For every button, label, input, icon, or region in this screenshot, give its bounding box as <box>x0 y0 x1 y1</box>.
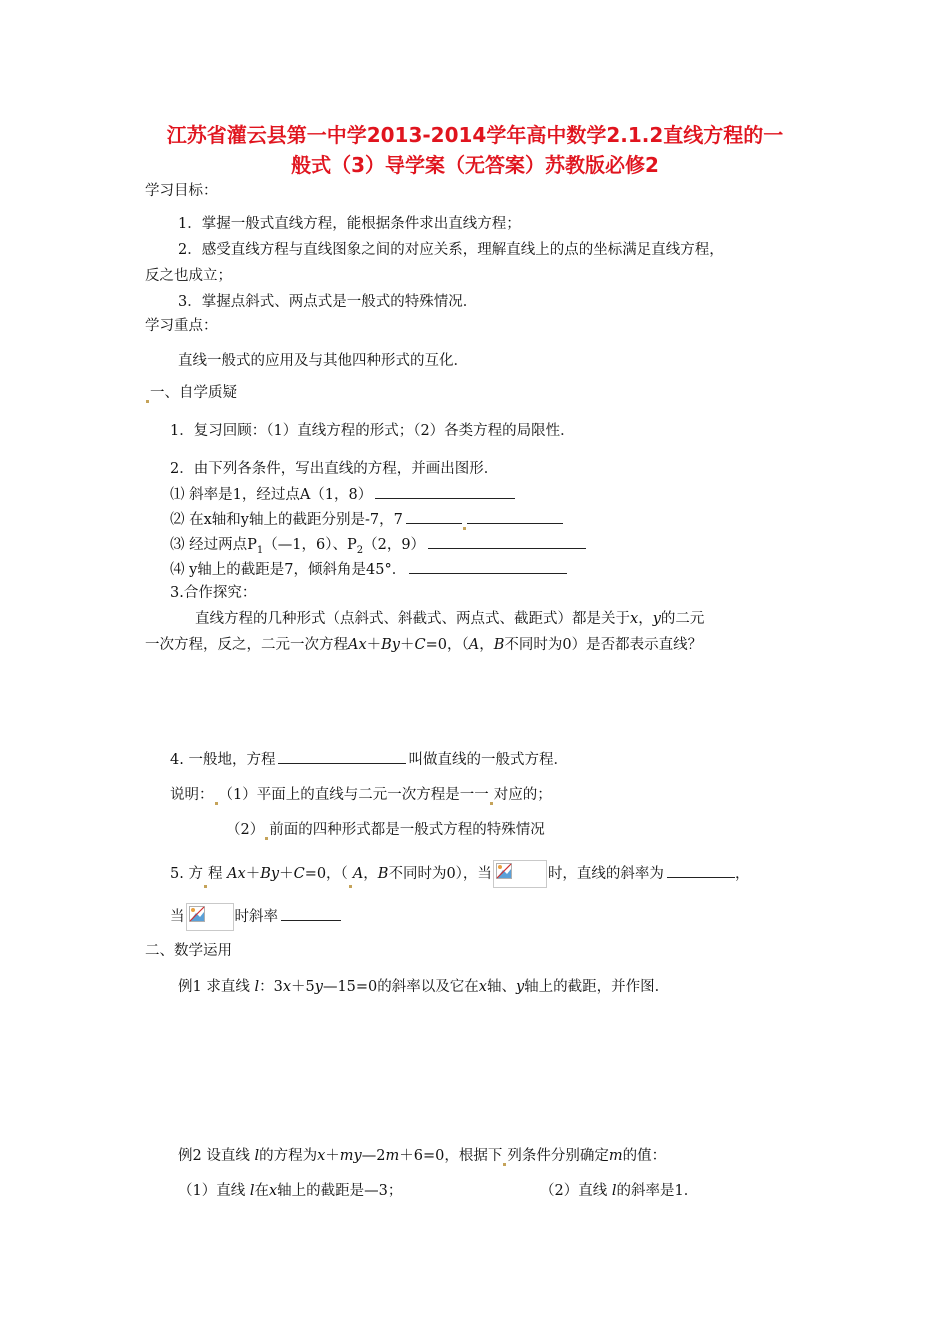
condition-1: ⑴ 斜率是1，经过点A（1，8） <box>170 483 515 505</box>
condition-3: ⑶ 经过两点$P_1(—1$，6）、$P_2(2$，9） <box>170 533 586 561</box>
broken-image-icon <box>493 860 547 888</box>
answer-blank[interactable] <box>409 558 567 574</box>
mark-dot-icon <box>463 527 466 530</box>
mark-dot-icon <box>204 885 207 888</box>
objective-2a: 2．感受直线方程与直线图象之间的对应关系，理解直线上的点的坐标满足直线方程， <box>178 242 724 258</box>
objective-1: 1．掌握一般式直线方程，能根据条件求出直线方程； <box>178 216 521 232</box>
mark-dot-icon <box>503 1163 506 1166</box>
question-4: 4. 一般地，方程 叫做直线的一般式方程． <box>170 748 568 770</box>
example-2-part-2: （2）直线 l的斜率是1． <box>540 1183 699 1199</box>
question-5: 5. 方 程 Ax＋By＋C=0，（ A，B不同时为0），当 时，直线的斜率为 ， <box>170 860 749 888</box>
question-3: 3.合作探究： <box>170 585 257 601</box>
example-2-part-1: （1）直线 l在x轴上的截距是—3； <box>178 1183 403 1199</box>
question-3-line1: 直线方程的几种形式（点斜式、斜截式、两点式、截距式）都是关于x，y的二元 <box>195 611 705 627</box>
key-points-text: 直线一般式的应用及与其他四种形式的互化． <box>178 353 468 369</box>
answer-blank[interactable] <box>406 508 462 524</box>
answer-blank[interactable] <box>281 905 341 921</box>
objective-2b: 反之也成立； <box>145 268 232 284</box>
mark-dot-icon <box>215 802 218 805</box>
answer-blank[interactable] <box>375 483 515 499</box>
answer-blank[interactable] <box>667 862 735 878</box>
page-title-line2: 般式（3）导学案（无答案）苏教版必修2 <box>291 153 659 177</box>
question-3-line2: 一次方程，反之，二元一次方程Ax＋By＋C=0，（A，B不同时为0）是否都表示直线？ <box>145 637 703 653</box>
mark-dot-icon <box>265 837 268 840</box>
question-2: 2．由下列各条件，写出直线的方程，并画出图形． <box>170 461 499 477</box>
question-1: 1．复习回顾：（1）直线方程的形式；（2）各类方程的局限性． <box>170 423 575 439</box>
page-title-line1: 江苏省灌云县第一中学2013-2014学年高中数学2.1.2直线方程的一 <box>166 123 784 147</box>
mark-dot-icon <box>146 400 149 403</box>
broken-image-icon <box>186 903 234 931</box>
condition-2: ⑵ 在x轴和y轴上的截距分别是-7，7 <box>170 508 563 530</box>
answer-blank[interactable] <box>467 508 563 524</box>
example-2: 例2 设直线 l的方程为x＋my—2m＋6=0，根据下 列条件分别确定m的值： <box>178 1148 667 1164</box>
mark-dot-icon <box>490 802 493 805</box>
question-5-line2: 当 时斜率 <box>170 903 341 931</box>
objective-3: 3．掌握点斜式、两点式是一般式的特殊情况． <box>178 294 478 310</box>
example-1: 例1 求直线 l：3x＋5y—15=0的斜率以及它在x轴、y轴上的截距，并作图． <box>178 979 670 995</box>
objectives-heading: 学习目标： <box>145 183 218 199</box>
section1-heading: 一、自学质疑 <box>145 383 237 403</box>
key-points-heading: 学习重点： <box>145 318 218 334</box>
mark-dot-icon <box>349 885 352 888</box>
answer-blank[interactable] <box>428 533 586 549</box>
section2-heading: 二、数学运用 <box>145 943 232 959</box>
note-1: 说明： （1）平面上的直线与二元一次方程是一一 对应的； <box>170 787 552 803</box>
condition-4: ⑷ y轴上的截距是7，倾斜角是45°． <box>170 558 567 580</box>
answer-blank[interactable] <box>278 748 406 764</box>
note-2: （2） 前面的四种形式都是一般式方程的特殊情况 <box>226 822 545 838</box>
